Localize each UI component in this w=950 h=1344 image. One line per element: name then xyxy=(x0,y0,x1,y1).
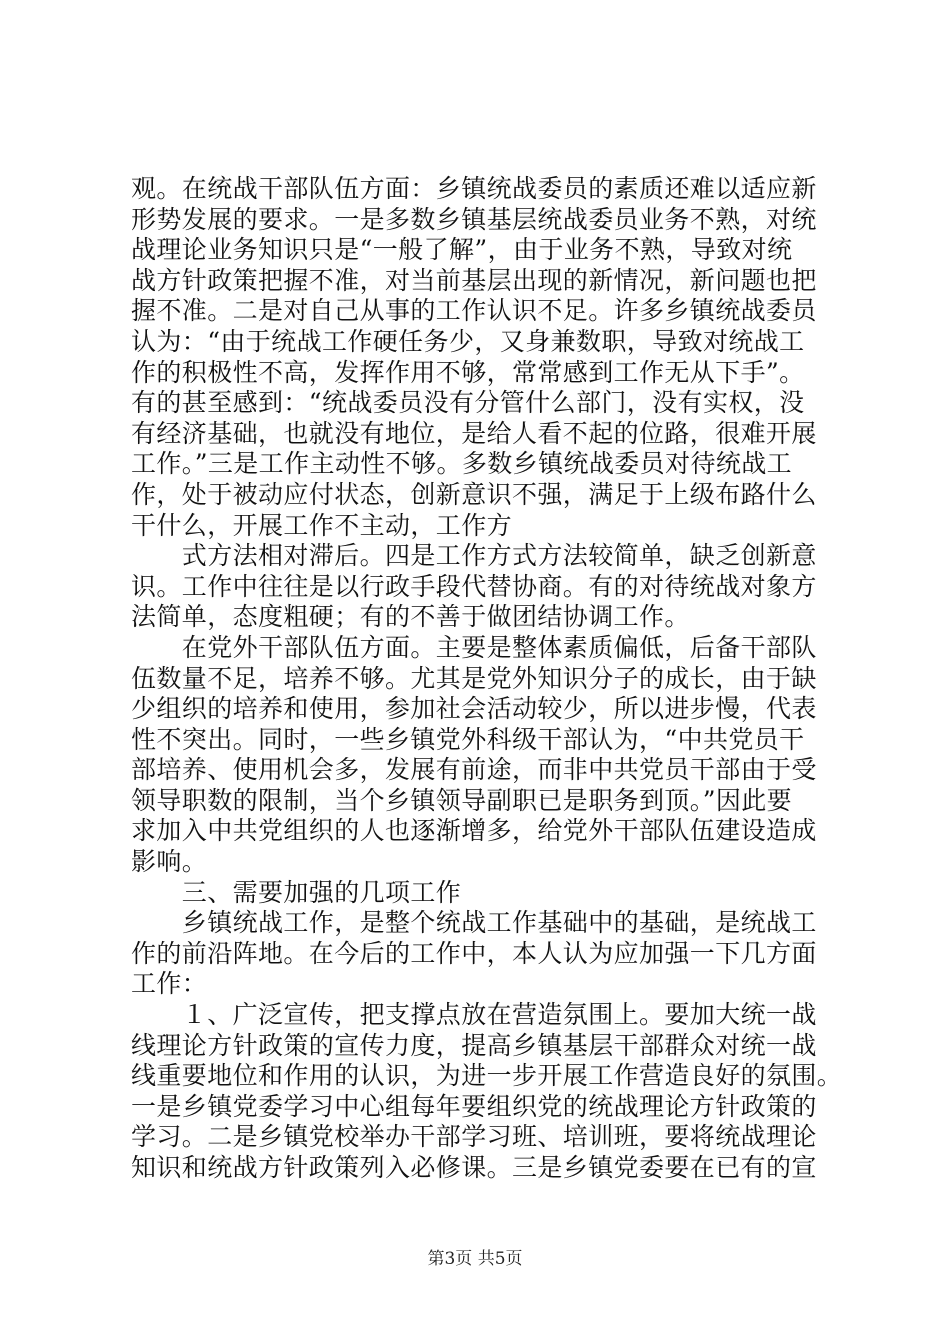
text-line: 有的甚至感到：“统战委员没有分管什么部门，没有实权，没 xyxy=(131,388,805,418)
text-line: 领导职数的限制，当个乡镇领导副职已是职务到顶。”因此要 xyxy=(131,785,793,815)
text-line: 作的前沿阵地。在今后的工作中，本人认为应加强一下几方面 xyxy=(131,938,817,968)
text-line: 有经济基础，也就没有地位，是给人看不起的位路，很难开展 xyxy=(131,418,817,448)
text-line: 法简单，态度粗硬；有的不善于做团结协调工作。 xyxy=(131,602,690,632)
text-line: 伍数量不足，培养不够。尤其是党外知识分子的成长，由于缺 xyxy=(131,663,817,693)
text-line: 识。工作中往往是以行政手段代替协商。有的对待统战对象方 xyxy=(131,571,817,601)
text-line: 观。在统战干部队伍方面：乡镇统战委员的素质还难以适应新 xyxy=(131,174,817,203)
page-footer: 第3页 共5页 xyxy=(427,1249,523,1269)
text-line: 性不突出。同时，一些乡镇党外科级干部认为，“中共党员干 xyxy=(131,724,805,754)
text-line: 战方针政策把握不准，对当前基层出现的新情况，新问题也把 xyxy=(131,265,817,295)
text-line: 求加入中共党组织的人也逐渐增多，给党外干部队伍建设造成 xyxy=(131,816,817,846)
text-line: １、广泛宣传，把支撑点放在营造氛围上。要加大统一战 xyxy=(131,1000,817,1030)
text-line: 作的积极性不高，发挥作用不够，常常感到工作无从下手”。 xyxy=(131,357,805,387)
text-line: 部培养、使用机会多，发展有前途，而非中共党员干部由于受 xyxy=(131,755,817,785)
text-line: 学习。二是乡镇党校举办干部学习班、培训班，要将统战理论 xyxy=(131,1122,817,1152)
text-line: 认为：“由于统战工作硬任务少，又身兼数职，导致对统战工 xyxy=(131,326,805,356)
text-line: 握不准。二是对自己从事的工作认识不足。许多乡镇统战委员 xyxy=(131,296,817,326)
text-line: 工作。”三是工作主动性不够。多数乡镇统战委员对待统战工 xyxy=(131,449,793,479)
text-line: 形势发展的要求。一是多数乡镇基层统战委员业务不熟，对统 xyxy=(131,204,817,234)
text-line: 线重要地位和作用的认识，为进一步开展工作营造良好的氛围。 xyxy=(131,1061,843,1091)
text-line: 在党外干部队伍方面。主要是整体素质偏低，后备干部队 xyxy=(131,632,817,662)
text-line: 干什么，开展工作不主动，工作方 xyxy=(131,510,513,540)
text-line: 作，处于被动应付状态，创新意识不强，满足于上级布路什么 xyxy=(131,479,817,509)
document-body xyxy=(131,174,843,1184)
text-line: 战理论业务知识只是“一般了解”，由于业务不熟，导致对统 xyxy=(131,235,793,265)
section-heading: 三、需要加强的几项工作 xyxy=(131,877,462,907)
text-line: 工作： xyxy=(131,969,208,999)
text-line: 线理论方针政策的宣传力度，提高乡镇基层干部群众对统一战 xyxy=(131,1030,817,1060)
text-line: 少组织的培养和使用，参加社会活动较少，所以进步慢，代表 xyxy=(131,694,817,724)
text-line: 影响。 xyxy=(131,847,208,877)
text-line: 乡镇统战工作，是整个统战工作基础中的基础，是统战工 xyxy=(131,908,817,938)
text-line: 式方法相对滞后。四是工作方式方法较简单，缺乏创新意 xyxy=(131,541,817,571)
text-line: 一是乡镇党委学习中心组每年要组织党的统战理论方针政策的 xyxy=(131,1091,817,1121)
text-line: 知识和统战方针政策列入必修课。三是乡镇党委要在已有的宣 xyxy=(131,1153,817,1182)
